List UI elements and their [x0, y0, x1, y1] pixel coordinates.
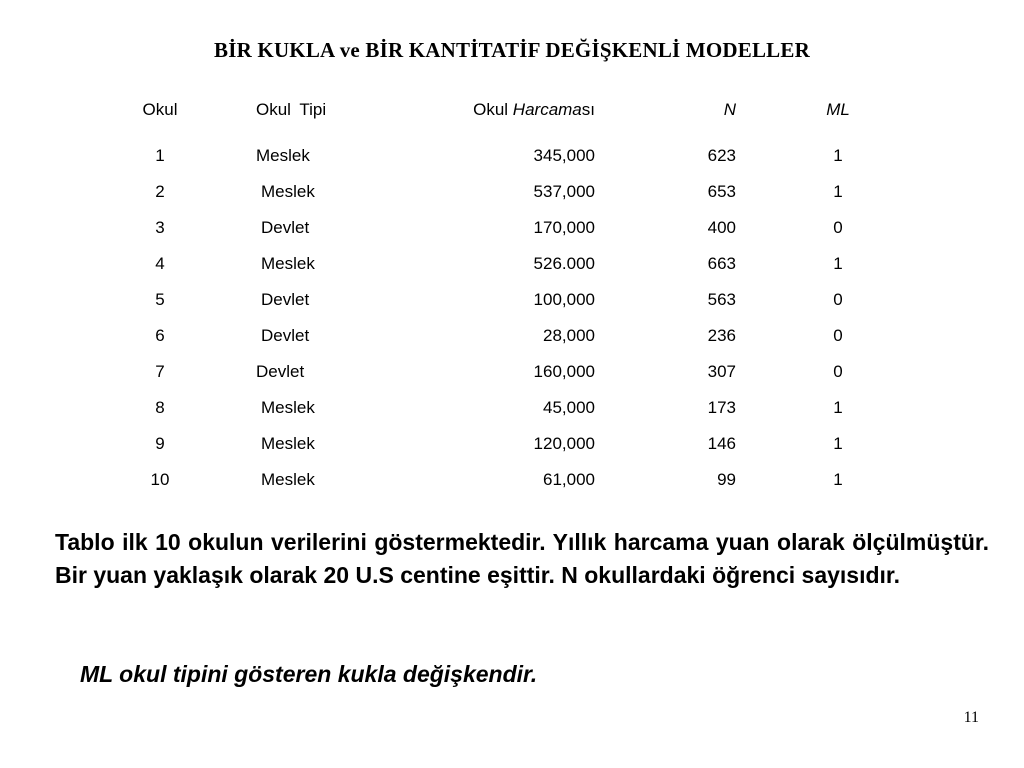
- header-harcama-suffix: sı: [581, 100, 595, 119]
- cell-okul-tipi: Meslek: [261, 182, 315, 201]
- cell-n: 563: [707, 290, 736, 309]
- header-okul: Okul: [142, 100, 178, 119]
- cell-harcama: 537,000: [533, 182, 595, 201]
- cell-okul: 6: [155, 326, 165, 345]
- cell-ml: 0: [833, 290, 843, 309]
- cell-harcama: 170,000: [533, 218, 595, 237]
- cell-n: 99: [717, 470, 736, 489]
- cell-okul-tipi: Meslek: [261, 398, 315, 417]
- cell-ml: 1: [833, 182, 843, 201]
- cell-n: 307: [707, 362, 736, 381]
- cell-n: 400: [707, 218, 736, 237]
- cell-harcama: 120,000: [533, 434, 595, 453]
- cell-okul: 7: [155, 362, 165, 381]
- description-text: Tablo ilk 10 okulun verilerini göstermektedir. Yıllık harcama yuan olarak ölçülmüştür. Bir yuan yaklaşık olarak 20 U.S centine eşittir. N okullardaki öğrenci sayısıdır.: [55, 529, 989, 588]
- cell-okul: 1: [155, 146, 165, 165]
- cell-ml: 0: [833, 218, 843, 237]
- header-harcama-italic: Harcama: [512, 100, 582, 119]
- cell-ml: 1: [833, 470, 843, 489]
- cell-n: 623: [707, 146, 736, 165]
- cell-okul-tipi: Devlet: [261, 290, 310, 309]
- cell-harcama: 526.000: [533, 254, 595, 273]
- cell-n: 173: [707, 398, 736, 417]
- cell-harcama: 345,000: [533, 146, 595, 165]
- cell-okul-tipi: Devlet: [261, 326, 310, 345]
- cell-n: 663: [707, 254, 736, 273]
- cell-harcama: 61,000: [543, 470, 595, 489]
- cell-ml: 1: [833, 146, 843, 165]
- cell-ml: 1: [833, 254, 843, 273]
- cell-okul-tipi: Meslek: [261, 254, 315, 273]
- cell-okul-tipi: Devlet: [261, 218, 310, 237]
- cell-ml: 0: [833, 362, 843, 381]
- header-n: N: [723, 100, 736, 119]
- cell-okul-tipi: Meslek: [256, 146, 310, 165]
- cell-okul-tipi: Meslek: [261, 470, 315, 489]
- cell-harcama: 45,000: [543, 398, 595, 417]
- cell-okul: 8: [155, 398, 165, 417]
- cell-okul: 5: [155, 290, 165, 309]
- cell-okul: 3: [155, 218, 165, 237]
- cell-ml: 1: [833, 398, 843, 417]
- header-okul-tipi: Okul Tipi: [256, 100, 327, 119]
- cell-harcama: 160,000: [533, 362, 595, 381]
- header-ml: ML: [826, 100, 850, 119]
- slide-title: BİR KUKLA ve BİR KANTİTATİF DEĞİŞKENLİ MODELLER: [214, 38, 810, 62]
- cell-okul-tipi: Meslek: [261, 434, 315, 453]
- header-okul-harcamasi: [400, 100, 595, 120]
- cell-okul: 4: [155, 254, 165, 273]
- cell-n: 146: [707, 434, 736, 453]
- note-text: ML okul tipini gösteren kukla değişkendir.: [80, 661, 538, 687]
- cell-harcama: 100,000: [533, 290, 595, 309]
- cell-ml: 1: [833, 434, 843, 453]
- cell-n: 653: [707, 182, 736, 201]
- cell-okul: 10: [150, 470, 170, 489]
- cell-n: 236: [707, 326, 736, 345]
- cell-okul: 2: [155, 182, 165, 201]
- cell-okul: 9: [155, 434, 165, 453]
- cell-harcama: 28,000: [543, 326, 595, 345]
- header-harcama-prefix: Okul: [473, 100, 513, 119]
- page-number: 11: [963, 709, 979, 726]
- cell-okul-tipi: Devlet: [256, 362, 305, 381]
- cell-ml: 0: [833, 326, 843, 345]
- data-table: [0, 96, 1024, 496]
